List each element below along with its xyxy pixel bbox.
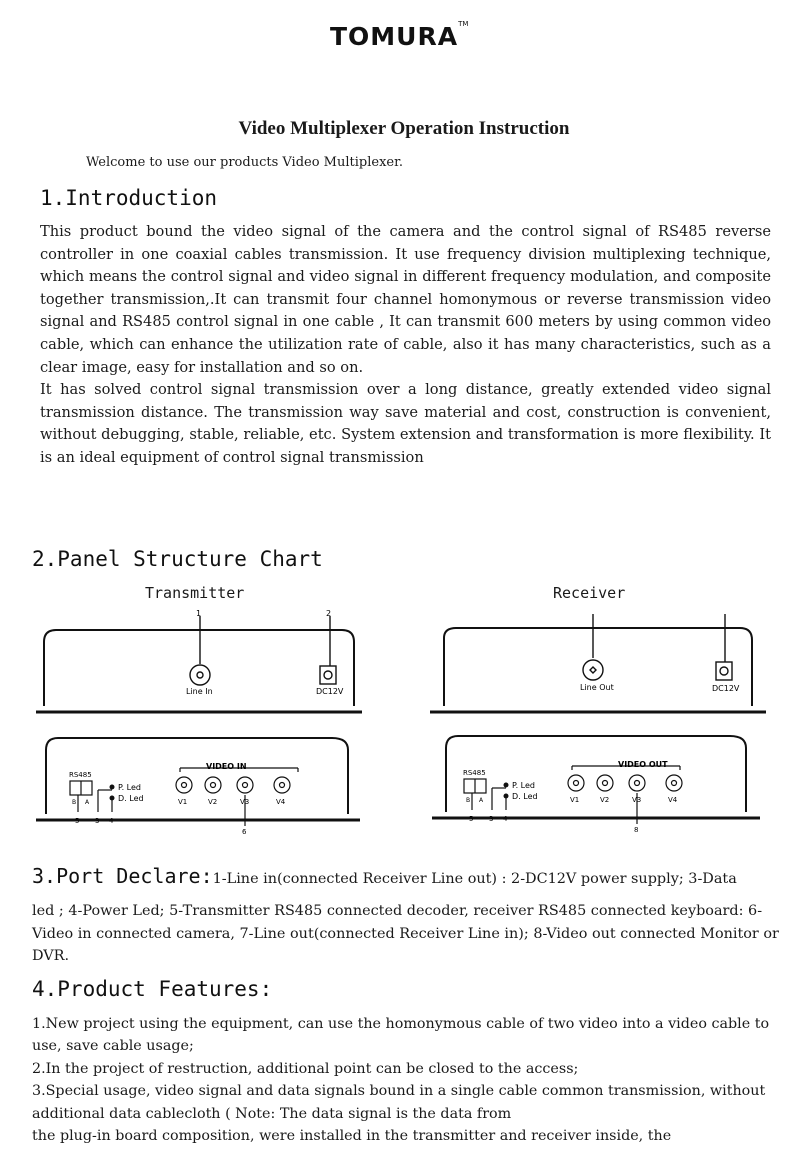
video-out-title: VIDEO OUT <box>618 760 668 769</box>
receiver-dc12v-jack <box>716 662 732 680</box>
introduction-paragraph-2: It has solved control signal transmission over a long distance, greatly extended video signal transmission distance. The transmission way save material and cost, construction is convenient, without debugging, stable, reliable, etc. System extension and transformation is more flexibility. It is an ideal equipment of control signal transmission <box>40 381 771 466</box>
v4-label: V4 <box>276 798 286 806</box>
receiver-v4-label: V4 <box>668 796 678 804</box>
receiver-d-led-label: D. Led <box>512 792 538 801</box>
receiver-label: Receiver <box>553 584 626 602</box>
dc12v-jack <box>320 666 336 684</box>
feature-item-3: 3.Special usage, video signal and data signals bound in a single cable common transmission, without additional data cablecloth ( Note: The data signal is the data from <box>32 1083 766 1122</box>
line-out-connector <box>583 660 603 680</box>
label-num-5: 5 <box>75 817 80 825</box>
section-heading-port-declare: 3.Port Declare: <box>32 864 213 888</box>
line-in-connector <box>190 665 210 685</box>
port-declare-text-1: 1-Line in(connected Receiver Line out) : 2-DC12V power supply; 3-Data <box>212 871 737 887</box>
dc12v-label: DC12V <box>316 687 344 696</box>
welcome-text: Welcome to use our products Video Multiplexer. <box>86 155 404 170</box>
introduction-body <box>40 221 771 470</box>
label-num-4: 4 <box>109 817 114 825</box>
feature-item-1: 1.New project using the equipment, can use the homonymous cable of two video into a video cable to use, save cable usage; <box>32 1016 770 1055</box>
label-num-8: 8 <box>634 826 639 834</box>
section-heading-introduction: 1.Introduction <box>40 186 218 210</box>
p-led-label: P. Led <box>118 783 141 792</box>
rs485-label: RS485 <box>69 771 92 779</box>
video-in-title: VIDEO IN <box>206 762 247 771</box>
receiver-rs485-label: RS485 <box>463 769 486 777</box>
port-declare-line <box>32 864 780 888</box>
feature-item-2: 2.In the project of restruction, additional point can be closed to the access; <box>32 1060 579 1077</box>
line-in-label: Line In <box>186 687 213 696</box>
v1-label: V1 <box>178 798 188 806</box>
line-out-label: Line Out <box>580 683 614 692</box>
features-list <box>32 1013 774 1147</box>
d-led-label: D. Led <box>118 794 144 803</box>
v3-label: V3 <box>240 798 250 806</box>
receiver-v3-label: V3 <box>632 796 642 804</box>
receiver-rear-panel <box>446 736 746 812</box>
rs485-a-label: A <box>85 799 90 806</box>
label-num-3: 3 <box>95 817 100 825</box>
brand-logo-text: TOMURA <box>330 22 459 51</box>
transmitter-label: Transmitter <box>145 584 245 602</box>
label-num-2: 2 <box>326 609 332 618</box>
section-heading-panel-structure: 2.Panel Structure Chart <box>32 547 323 571</box>
v2-label: V2 <box>208 798 218 806</box>
receiver-v2-label: V2 <box>600 796 610 804</box>
receiver-rs485-a-label: A <box>479 797 484 804</box>
document-title: Video Multiplexer Operation Instruction <box>238 118 570 139</box>
receiver-v1-label: V1 <box>570 796 580 804</box>
trademark-mark: TM <box>458 19 469 28</box>
receiver-p-led-label: P. Led <box>512 781 535 790</box>
brand-logo <box>330 19 469 51</box>
panel-structure-diagram <box>0 580 808 848</box>
receiver-rs485-b-label: B <box>466 797 471 804</box>
feature-item-3-cont: the plug-in board composition, were installed in the transmitter and receiver inside, the <box>32 1128 672 1145</box>
receiver-label-num-5: 5 <box>469 815 474 823</box>
receiver-dc12v-label: DC12V <box>712 684 740 693</box>
section-heading-features: 4.Product Features: <box>32 977 273 1001</box>
receiver-front-panel <box>444 628 752 706</box>
introduction-paragraph-1: This product bound the video signal of the camera and the control signal of RS485 reverse controller in one coaxial cables transmission. It use frequency division multiplexing technique, which means the control signal and video signal in different frequency modulation, and composite together transmission,.It can transmit four channel homonymous or reverse transmission video signal and RS485 control signal in one cable , It can transmit 600 meters by using common video cable, which can enhance the utilization rate of cable, also it has many characteristics, such as a clear image, easy for installation and so on. <box>40 223 771 376</box>
label-num-1: 1 <box>196 609 202 618</box>
receiver-label-num-3: 3 <box>489 815 494 823</box>
label-num-6: 6 <box>242 828 247 836</box>
receiver-label-num-4: 4 <box>503 815 508 823</box>
port-declare-text-2: led ; 4-Power Led; 5-Transmitter RS485 connected decoder, receiver RS485 connected keyboard: 6-Video in connected camera, 7-Line out(connected Receiver Line in); 8-Video out connected Monitor or DVR. <box>32 903 779 965</box>
rs485-b-label: B <box>72 799 77 806</box>
